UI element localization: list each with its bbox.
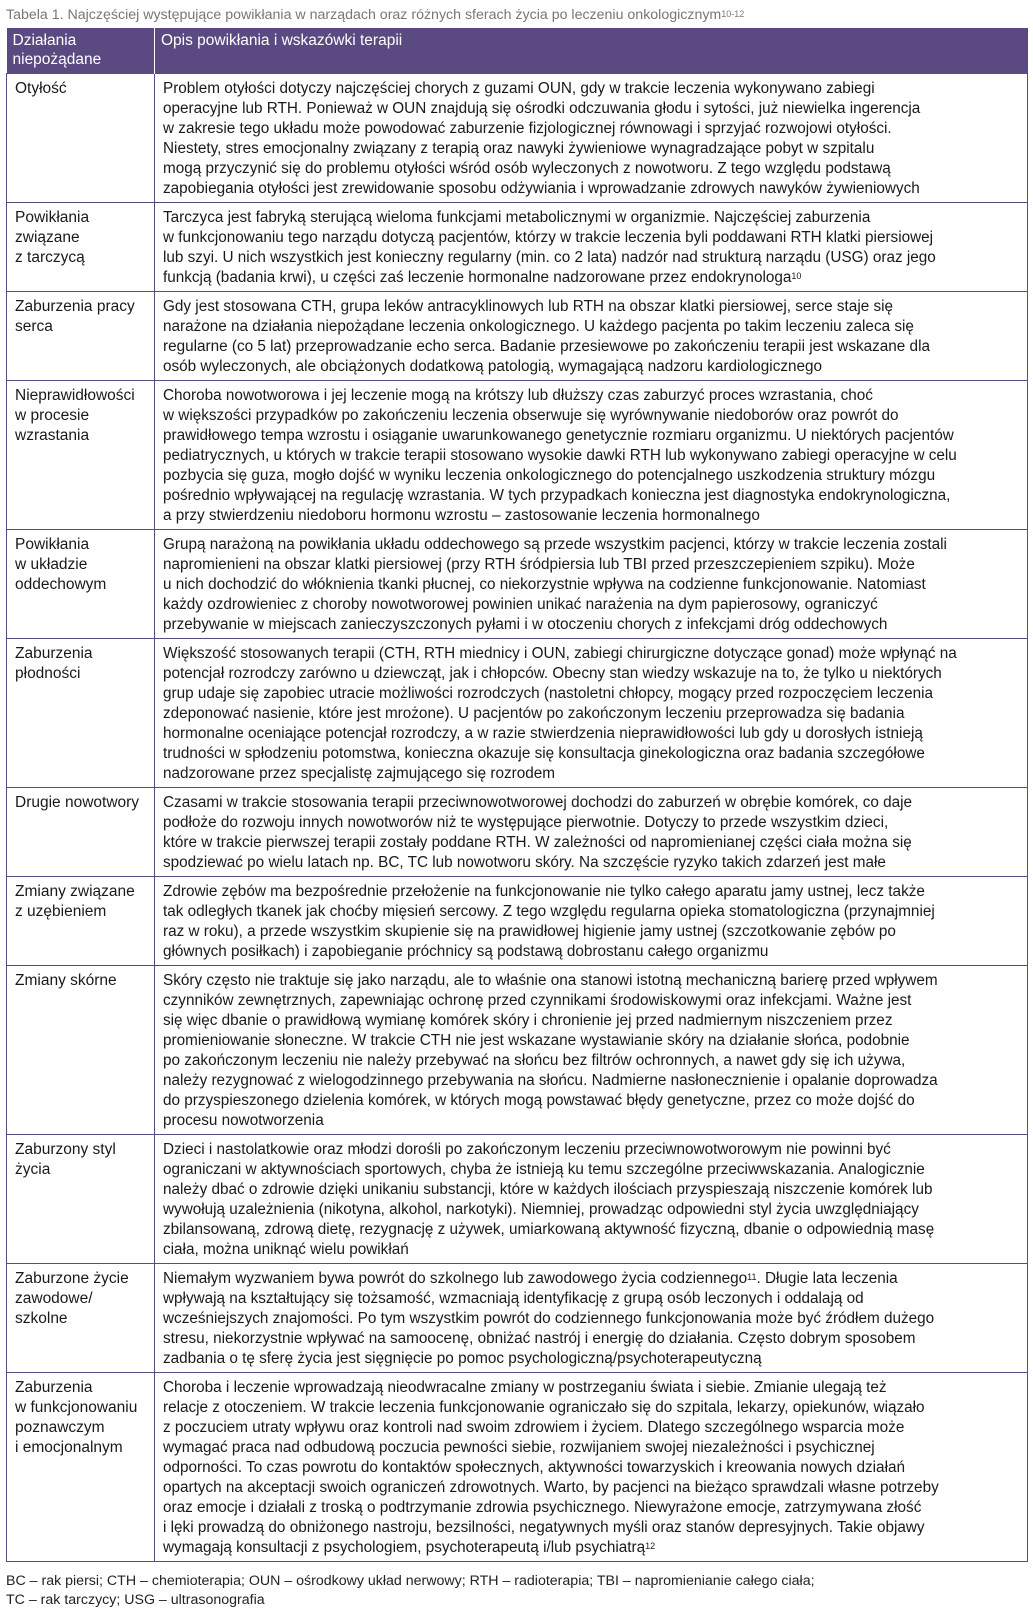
description-line <box>163 1071 1021 1091</box>
description-line <box>163 506 1021 526</box>
description-text: ciała, można uniknąć wielu powikłań <box>163 1241 409 1258</box>
description-line <box>163 386 1021 406</box>
description-text: i lęki prowadzą do obniżonego nastroju, bezsilności, negatywnych myśli oraz stanów depresyjnych. Takie objawy <box>163 1519 925 1536</box>
description-text: regularne (co 5 lat) przeprowadzanie echo serca. Badanie przesiewowe po zakończeniu terapii jest wskazane dla <box>163 338 930 355</box>
term-line: Powikłania <box>15 536 90 553</box>
row-description <box>155 966 1028 1135</box>
table-row <box>7 74 1028 203</box>
reference-superscript: 10 <box>791 271 802 281</box>
description-line <box>163 1378 1021 1398</box>
header-line: niepożądane <box>12 51 102 68</box>
description-line <box>163 1220 1021 1240</box>
header-line: Działania <box>12 32 77 49</box>
description-text: Gdy jest stosowana CTH, grupa leków antracyklinowych lub RTH na obszar klatki piersiowej, serce staje się <box>163 298 894 315</box>
description-text: procesu nowotworzenia <box>163 1112 324 1129</box>
description-line <box>163 1329 1021 1349</box>
row-description <box>155 639 1028 788</box>
description-text: Problem otyłości dotyczy najczęściej chorych z guzami OUN, gdy w trakcie leczenia wykonywano zabiegi <box>163 80 875 97</box>
description-line <box>163 208 1021 228</box>
description-line <box>163 1458 1021 1478</box>
description-text: oraz emocje i działali z troską o podtrzymanie zdrowia psychicznego. Niewyrażone emocje, zatrzymywana złość <box>163 1499 922 1516</box>
description-text: pośrednio wpływającej na regulację wzrastania. W tych przypadkach konieczna jest diagnostyka endokrynologiczna, <box>163 487 951 504</box>
description-text: wpływają na kształtujący się tożsamość, wzmacniają identyfikację z grupą osób leczonych i oddalają od <box>163 1290 864 1307</box>
caption-reference: 10-12 <box>721 9 745 19</box>
description-line <box>163 1438 1021 1458</box>
description-text: zadbania o tę sferę życia jest sięgnięcie po pomoc psychologiczną/psychoterapeutyczną <box>163 1350 762 1367</box>
description-line <box>163 1180 1021 1200</box>
description-line <box>163 1011 1021 1031</box>
table-row <box>7 203 1028 292</box>
description-line <box>163 228 1021 248</box>
description-line <box>163 1160 1021 1180</box>
row-term <box>7 1135 155 1264</box>
description-line <box>163 486 1021 506</box>
legend-line: BC – rak piersi; CTH – chemioterapia; OUN – ośrodkowy układ nerwowy; RTH – radioterapia; TBI – napromienianie całego ciała; <box>6 1573 815 1589</box>
description-text: Niestety, stres emocjonalny związany z terapią oraz nawyki żywieniowe wynagradzające pobyt w szpitalu <box>163 140 875 157</box>
description-text: trudności w spłodzeniu potomstwa, konieczna okazuje się konsultacja ginekologiczna oraz badania szczegółowe <box>163 745 925 762</box>
description-line <box>163 1269 1021 1289</box>
term-line: serca <box>15 318 53 335</box>
description-text: hormonalne oceniające potencjał rozrodczy, a w razie stwierdzenia nieprawidłowości lub gdy u dorosłych istnieją <box>163 725 923 742</box>
description-text: lub szyi. U nich wszystkich jest konieczny regularny (min. co 2 lata) nadzór nad strukturą narządu (USG) oraz jego <box>163 249 936 266</box>
term-line: Otyłość <box>15 80 67 97</box>
description-line <box>163 1498 1021 1518</box>
description-text: wywołują uzależnienia (nikotyna, alkohol, narkotyki). Niemniej, prowadząc odpowiedni styl życia uwzględniający <box>163 1201 919 1218</box>
row-description <box>155 788 1028 877</box>
description-line <box>163 1478 1021 1498</box>
description-line <box>163 1418 1021 1438</box>
description-text: z poczuciem utraty wpływu oraz kontroli nad swoim zdrowiem i życiem. Dlatego szczególnego wsparcia może <box>163 1419 905 1436</box>
row-term <box>7 381 155 530</box>
description-text: u nich dochodzić do włóknienia tkanki płucnej, co niekorzystnie wpływa na codzienne funkcjonowanie. Natomiast <box>163 576 926 593</box>
description-line <box>163 644 1021 664</box>
description-text: Tarczyca jest fabryką sterującą wieloma funkcjami metabolicznymi w organizmie. Najczęściej zaburzenia <box>163 209 871 226</box>
term-line: Drugie nowotwory <box>15 794 140 811</box>
description-line <box>163 942 1021 962</box>
description-line <box>163 1309 1021 1329</box>
description-text: odporności. To czas powrotu do kontaktów społecznych, aktywności towarzyskich i kreowania nowych działań <box>163 1459 905 1476</box>
description-text: Zdrowie zębów ma bezpośrednie przełożenie na funkcjonowanie nie tylko całego aparatu jamy ustnej, lecz także <box>163 883 925 900</box>
row-description <box>155 1135 1028 1264</box>
description-text: Większość stosowanych terapii (CTH, RTH miednicy i OUN, zabiegi chirurgiczne dotyczące gonad) może wpłynąć na <box>163 645 957 662</box>
description-line <box>163 575 1021 595</box>
row-term <box>7 966 155 1135</box>
description-text: funkcją (badania krwi), u części zaś leczenie hormonalne nadzorowane przez endokrynologa <box>163 269 792 286</box>
description-line <box>163 922 1021 942</box>
description-line <box>163 971 1021 991</box>
term-line: szkolne <box>15 1310 68 1327</box>
description-text: relacje z otoczeniem. W trakcie leczenia funkcjonowanie ograniczało się do szpitala, lekarzy, opiekunów, wiązało <box>163 1399 925 1416</box>
description-line <box>163 179 1021 199</box>
legend-line: TC – rak tarczycy; USG – ultrasonografia <box>6 1592 265 1608</box>
row-description <box>155 381 1028 530</box>
term-line: w układzie <box>15 556 88 573</box>
description-line <box>163 882 1021 902</box>
term-line: Zaburzony styl <box>15 1141 116 1158</box>
description-text: czynników zewnętrznych, zapewniając ochronę przed czynnikami środowiskowymi oraz infekcjami. Ważne jest <box>163 992 912 1009</box>
table-row <box>7 1135 1028 1264</box>
row-term <box>7 639 155 788</box>
row-term <box>7 788 155 877</box>
description-text: głównych posiłkach) i zapobieganie próchnicy są podstawą dobrostanu całego organizmu <box>163 943 769 960</box>
description-text: zapobiegania otyłości jest zrewidowanie sposobu odżywiania i wprowadzanie zdrowych nawyków żywieniowych <box>163 180 920 197</box>
description-text: Skóry często nie traktuje się jako narządu, ale to właśnie ona stanowi istotną mechaniczną barierę przed wpływem <box>163 972 938 989</box>
term-line: w funkcjonowaniu <box>15 1399 138 1416</box>
description-text: potencjał rozrodczy zarówno u dziewcząt, jak i chłopców. Obecny stan wiedzy wskazuje na to, że tylko u niektórych <box>163 665 942 682</box>
table-row <box>7 530 1028 639</box>
description-text: należy dbać o zdrowie dzięki unikaniu substancji, które w każdych ilościach przyspieszają niszczenie komórek lub <box>163 1181 933 1198</box>
description-text: po zakończonym leczeniu nie należy przebywać na słońcu bez filtrów ochronnych, a nawet gdy się ich używa, <box>163 1052 906 1069</box>
description-text: należy rezygnować z wielogodzinnego przebywania na słońcu. Nadmierne nasłonecznienie i opalanie doprowadza <box>163 1072 938 1089</box>
description-line <box>163 337 1021 357</box>
table-header-row <box>7 28 1028 74</box>
description-line <box>163 1240 1021 1260</box>
term-line: Zaburzone życie <box>15 1270 129 1287</box>
description-text: narażone na działania niepożądane leczenia onkologicznego. U każdego pacjenta po takim leczeniu zaleca się <box>163 318 914 335</box>
row-term <box>7 530 155 639</box>
description-line <box>163 1538 1021 1558</box>
description-text: opartych na akceptacji swoich ograniczeń zdrowotnych. Warto, by pacjenci na bieżąco sprawdzali własne potrzeby <box>163 1479 939 1496</box>
description-line <box>163 704 1021 724</box>
description-text: spodziewać po wielu latach np. BC, TC lub nowotworu skóry. Na szczęście ryzyko takich zdarzeń jest małe <box>163 854 886 871</box>
description-line <box>163 902 1021 922</box>
description-line <box>163 406 1021 426</box>
description-text: operacyjne lub RTH. Ponieważ w OUN znajdują się ośrodki odczuwania głodu i sytości, już niewielka ingerencja <box>163 100 921 117</box>
description-text: do przyspieszonego dzielenia komórek, w których mogą powstawać błędy genetyczne, przez co może dojść do <box>163 1092 915 1109</box>
description-line <box>163 724 1021 744</box>
description-line <box>163 1200 1021 1220</box>
term-line: płodności <box>15 665 81 682</box>
description-line <box>163 764 1021 784</box>
description-line <box>163 1289 1021 1309</box>
description-text: Czasami w trakcie stosowania terapii przeciwnowotworowej dochodzi do zaburzeń w obrębie komórek, co daje <box>163 794 913 811</box>
description-line <box>163 1140 1021 1160</box>
description-line <box>163 1091 1021 1111</box>
row-term <box>7 877 155 966</box>
description-line <box>163 357 1021 377</box>
description-text: w zakresie tego układu może powodować zaburzenie fizjologicznej równowagi i sprzyjać rozwojowi otyłości. <box>163 120 892 137</box>
description-line <box>163 317 1021 337</box>
description-line <box>163 595 1021 615</box>
description-line <box>163 139 1021 159</box>
description-text: się więc dbanie o prawidłową wymianę komórek skóry i chronienie jej przed nadmiernym niszczeniem przez <box>163 1012 893 1029</box>
term-line: Zmiany skórne <box>15 972 117 989</box>
description-text: w funkcjonowaniu tego narządu dotyczą pacjentów, którzy w trakcie leczenia byli poddawani RTH klatki piersiowej <box>163 229 934 246</box>
header-adverse-effects <box>7 28 155 74</box>
description-line <box>163 555 1021 575</box>
description-line <box>163 684 1021 704</box>
term-line: Powikłania <box>15 209 90 226</box>
description-text: promieniowanie słoneczne. W trakcie CTH nie jest wskazane wystawianie skóry na działanie słońca, podobnie <box>163 1032 910 1049</box>
description-text: grup udaje się zapobiec utracie możliwości rozrodczych (nastoletni chłopcy, mogący przed rozpoczęciem leczenia <box>163 685 934 702</box>
description-text: Grupą narażoną na powikłania układu oddechowego są przede wszystkim pacjenci, którzy w trakcie leczenia zostali <box>163 536 947 553</box>
description-text: przebywanie w miejscach zanieczyszczonych pyłami i w otoczeniu chorych z infekcjami dróg oddechowych <box>163 616 888 633</box>
term-line: z uzębieniem <box>15 903 107 920</box>
reference-superscript: 12 <box>645 1541 656 1551</box>
row-description <box>155 292 1028 381</box>
row-description <box>155 74 1028 203</box>
row-description <box>155 1264 1028 1373</box>
description-line <box>163 119 1021 139</box>
term-line: Zaburzenia <box>15 645 93 662</box>
description-text: wcześniejszych znajomości. Po tym wszystkim powrót do codziennego funkcjonowania może być źródłem dużego <box>163 1310 935 1327</box>
description-line <box>163 466 1021 486</box>
description-line <box>163 426 1021 446</box>
description-line <box>163 1518 1021 1538</box>
row-description <box>155 877 1028 966</box>
table-row <box>7 966 1028 1135</box>
description-text: nadzorowane przez specjalistę zajmującego się rozrodem <box>163 765 555 782</box>
description-line <box>163 159 1021 179</box>
description-text: . Długie lata leczenia <box>756 1270 898 1287</box>
description-text: napromienieni na obszar klatki piersiowej (przy RTH śródpiersia lub TBI przed przeszczepieniem szpiku). Może <box>163 556 915 573</box>
header-description: Opis powikłania i wskazówki terapii <box>155 28 1028 74</box>
description-text: stresu, niekorzystnie wpływać na samoocenę, obniżać nastrój i energię do działania. Często dobrym sposobem <box>163 1330 916 1347</box>
description-line <box>163 664 1021 684</box>
row-description <box>155 203 1028 292</box>
abbreviation-legend <box>6 1572 1027 1610</box>
description-line <box>163 1349 1021 1369</box>
description-line <box>163 446 1021 466</box>
table-row <box>7 381 1028 530</box>
description-text: Choroba nowotworowa i jej leczenie mogą na krótszy lub dłuższy czas zaburzyć proces wzrastania, choć <box>163 387 873 404</box>
description-line <box>163 79 1021 99</box>
description-line <box>163 833 1021 853</box>
description-text: podłoże do rozwoju innych nowotworów niż te występujące pierwotnie. Dotyczy to przede wszystkim dzieci, <box>163 814 889 831</box>
table-row <box>7 788 1028 877</box>
table-row <box>7 1373 1028 1562</box>
description-text: Choroba i leczenie wprowadzają nieodwracalne zmiany w postrzeganiu świata i siebie. Zmianie ulegają też <box>163 1379 887 1396</box>
row-description <box>155 1373 1028 1562</box>
description-text: w większości przypadków po zakończeniu leczenia obserwuje się wyrównywanie niedoborów oraz powrót do <box>163 407 899 424</box>
row-term <box>7 203 155 292</box>
description-text: które w trakcie pierwszej terapii zostały poddane RTH. W zależności od napromienianej części ciała można się <box>163 834 912 851</box>
description-line <box>163 248 1021 268</box>
description-line <box>163 744 1021 764</box>
description-text: ograniczani w aktywnościach sportowych, chyba że istnieją ku temu szczególne przeciwwskazania. Analogicznie <box>163 1161 925 1178</box>
term-line: Zaburzenia <box>15 1379 93 1396</box>
description-text: każdy ozdrowieniec z choroby nowotworowej powinien unikać narażenia na dym papierosowy, ograniczyć <box>163 596 878 613</box>
description-text: prawidłowego tempa wzrostu i osiąganie uwarunkowanego genetycznie rozmiaru organizmu. U niektórych pacjentów <box>163 427 954 444</box>
description-line <box>163 813 1021 833</box>
description-text: zdeponować nasienie, które jest mrożone). U pacjentów po zakończonym leczeniu przeprowadza się badania <box>163 705 905 722</box>
table-row <box>7 639 1028 788</box>
term-line: Zaburzenia pracy <box>15 298 135 315</box>
table-row <box>7 877 1028 966</box>
description-line <box>163 793 1021 813</box>
description-text: wymagać praca nad odbudową poczucia pewności siebie, rozwijaniem swojej niezależności i psychicznej <box>163 1439 875 1456</box>
row-term <box>7 74 155 203</box>
term-line: z tarczycą <box>15 249 85 266</box>
description-text: raz w roku), a przede wszystkim skupienie się na prawidłowej higienie jamy ustnej (szczotkowanie zębów po <box>163 923 896 940</box>
description-text: Dzieci i nastolatkowie oraz młodzi dorośli po zakończonym leczeniu przeciwnowotworowym nie powinni być <box>163 1141 891 1158</box>
term-line: Zmiany związane <box>15 883 135 900</box>
term-line: oddechowym <box>15 576 107 593</box>
term-line: życia <box>15 1161 51 1178</box>
description-text: wymagają konsultacji z psychologiem, psychoterapeutą i/lub psychiatrą <box>163 1539 646 1556</box>
description-line <box>163 991 1021 1011</box>
term-line: poznawczym <box>15 1419 105 1436</box>
table-row <box>7 292 1028 381</box>
description-line <box>163 1398 1021 1418</box>
table-row <box>7 1264 1028 1373</box>
table-caption-text: Tabela 1. Najczęściej występujące powikłania w narządach oraz różnych sferach życia po leczeniu onkologicznym <box>6 7 722 23</box>
term-line: wzrastania <box>15 427 90 444</box>
description-line <box>163 1111 1021 1131</box>
description-text: pediatrycznych, u których w trakcie terapii stosowano wysokie dawki RTH lub wykonywano zabiegi operacyjne w celu <box>163 447 957 464</box>
row-term <box>7 292 155 381</box>
description-text: tak odległych tkanek jak choćby mięsień sercowy. Z tego względu regularna opieka stomatologiczna (przynajmniej <box>163 903 935 920</box>
reference-superscript: 11 <box>747 1272 757 1282</box>
description-line <box>163 535 1021 555</box>
description-line <box>163 297 1021 317</box>
term-line: Nieprawidłowości <box>15 387 135 404</box>
description-text: osób wyleczonych, ale obciążonych dodatkową patologią, wymagającą nadzoru kardiologicznego <box>163 358 823 375</box>
description-text: Niemałym wyzwaniem bywa powrót do szkolnego lub zawodowego życia codziennego <box>163 1270 748 1287</box>
complications-table <box>6 28 1028 1562</box>
description-text: a przy stwierdzeniu niedoboru hormonu wzrostu – zastosowanie leczenia hormonalnego <box>163 507 760 524</box>
description-line <box>163 1031 1021 1051</box>
description-line <box>163 1051 1021 1071</box>
description-line <box>163 99 1021 119</box>
row-term <box>7 1264 155 1373</box>
description-line <box>163 268 1021 288</box>
row-term <box>7 1373 155 1562</box>
row-description <box>155 530 1028 639</box>
description-line <box>163 853 1021 873</box>
term-line: zawodowe/ <box>15 1290 93 1307</box>
description-text: mogą przyczynić się do problemu otyłości wśród osób wyleczonych z nowotworu. Z tego względu podstawą <box>163 160 891 177</box>
description-text: zbilansowaną, zdrową dietę, rezygnację z używek, umiarkowaną aktywność fizyczną, dbanie o odpowiednią masę <box>163 1221 935 1238</box>
term-line: związane <box>15 229 80 246</box>
description-line <box>163 615 1021 635</box>
term-line: i emocjonalnym <box>15 1439 123 1456</box>
table-caption <box>6 6 1027 24</box>
description-text: pozbycia się guza, mogło dojść w wyniku leczenia onkologicznego do potencjalnego uszkodzenia struktury mózgu <box>163 467 936 484</box>
term-line: w procesie <box>15 407 90 424</box>
